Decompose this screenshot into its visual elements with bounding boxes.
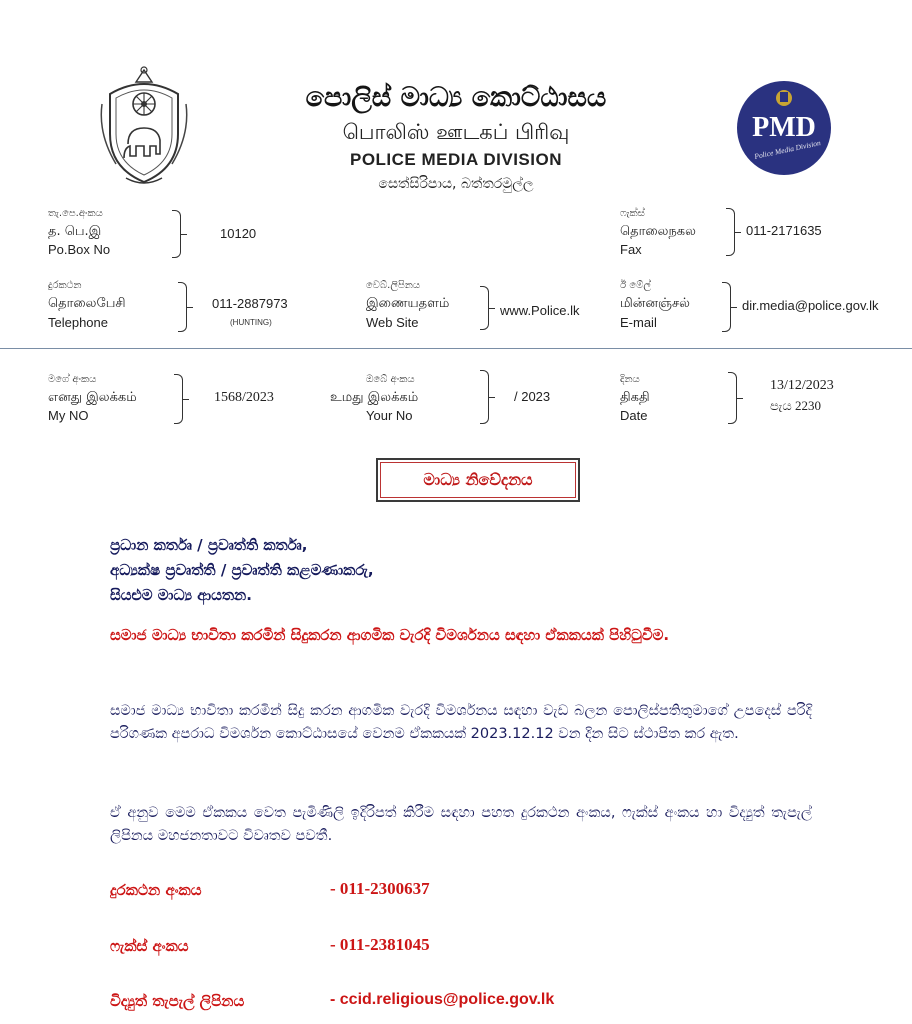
telephone-label-en: Telephone xyxy=(48,315,108,330)
body-paragraph: ඒ අනුව මෙම ඒකකය වෙත පැමිණිලි ඉදිරිපත් කිරීම සඳහා පහත දුරකථන අංකය, ෆැක්ස් අංකය හා විද්‍යුත් තැපැල් ලිපිනය මහජනතාවට විවෘතව පවතී. xyxy=(110,805,812,844)
email-value[interactable]: dir.media@police.gov.lk xyxy=(742,298,879,313)
telephone-brace xyxy=(178,282,187,332)
recipient-line: අධ්‍යක්ෂ ප්‍රවෘත්ති / ප්‍රවෘත්ති කළමණාකරු, xyxy=(110,561,374,579)
contact-phone-label: දුරකථන අංකය xyxy=(110,881,202,899)
contact-fax-value: - 011-2381045 xyxy=(330,935,430,954)
date-label-si: දිනය xyxy=(620,374,640,385)
date-label-ta: திகதி xyxy=(620,390,650,405)
pobox-label-en: Po.Box No xyxy=(48,242,111,257)
pobox-value: 10120 xyxy=(220,226,257,241)
fax-value: 011-2171635 xyxy=(746,223,822,238)
yourno-label-ta: உமது இலக்கம் xyxy=(330,390,419,405)
yourno-label-si: ඔබේ අංකය xyxy=(366,374,415,385)
divider xyxy=(0,348,912,349)
title-sinhala: පොලිස් මාධ්‍ය කොට්ඨාසය xyxy=(305,82,607,113)
website-brace xyxy=(480,286,489,330)
fax-label-si: ෆැක්ස් xyxy=(620,208,645,219)
pobox-label-si: තැ.පෙ.අංකය xyxy=(48,208,103,219)
subject: සමාජ මාධ්‍ය භාවිතා කරමින් සිදුකරන ආගමික වැරදි විමර්ශනය සඳහා ඒකකයක් පිහිටුවීම. xyxy=(110,626,670,644)
pobox-brace xyxy=(172,210,181,258)
fax-brace xyxy=(726,208,735,256)
contact-phone-value: - 011-2300637 xyxy=(330,879,430,898)
recipient-line: ප්‍රධාන කර්තෘ / ප්‍රවෘත්ති කර්තෘ, xyxy=(110,536,308,554)
yourno-label-en: Your No xyxy=(366,408,413,423)
telephone-value: 011-2887973 xyxy=(212,296,288,311)
title-english: POLICE MEDIA DIVISION xyxy=(349,150,562,169)
recipient-line: සියළුම මාධ්‍ය ආයතන. xyxy=(110,586,252,604)
website-value[interactable]: www.Police.lk xyxy=(500,303,580,318)
myno-value: 1568/2023 xyxy=(214,390,274,405)
myno-brace xyxy=(174,374,183,424)
website-label-en: Web Site xyxy=(366,315,419,330)
email-brace xyxy=(722,282,731,332)
pobox-label-ta: த. பெ.இ xyxy=(48,224,102,239)
fax-label-en: Fax xyxy=(620,242,642,257)
website-label-si: වෙබ්.ලිපිනය xyxy=(366,280,421,291)
notice-title: මාධ්‍ය නිවේදනය xyxy=(376,458,580,502)
body-paragraph: සමාජ මාධ්‍ය භාවිතා කරමින් සිදු කරන ආගමික වැරදි විමර්ශනය සඳහා වැඩ බලන පොලිස්පතිතුමාගේ උපදෙස් පරිදි පරිගණක අපරාධ විමර්ශන කොට්ඨාසයේ වෙනම ඒකකයක් 2023.12.12 වන දින සිට ස්ථාපිත කර ඇත. xyxy=(110,703,812,742)
pmd-logo xyxy=(736,80,832,176)
title-tamil: பொலிஸ் ஊடகப் பிரிவு xyxy=(342,120,570,144)
yourno-value: / 2023 xyxy=(514,389,551,404)
email-label-en: E-mail xyxy=(620,315,657,330)
yourno-brace xyxy=(480,370,489,424)
contact-email-label: විද්‍යුත් තැපැල් ලිපිනය xyxy=(110,992,245,1010)
address: සෙත්සිරිපාය, බත්තරමුල්ල xyxy=(378,176,534,192)
telephone-note: (HUNTING) xyxy=(230,318,272,327)
email-label-ta: மின்னஞ்சல் xyxy=(620,296,690,311)
website-label-ta: இணையதளம் xyxy=(366,296,450,311)
contact-fax-label: ෆැක්ස් අංකය xyxy=(110,937,189,955)
fax-label-ta: தொலைநகல xyxy=(620,224,696,239)
myno-label-ta: எனது இலக்கம் xyxy=(48,390,137,405)
myno-label-en: My NO xyxy=(48,408,89,423)
date-brace xyxy=(728,372,737,424)
telephone-label-ta: தொலைபேசி xyxy=(48,296,126,311)
date-label-en: Date xyxy=(620,408,648,423)
email-label-si: ඊ මේල් xyxy=(620,280,651,291)
date-time: පැය 2230 xyxy=(770,398,822,413)
pmd-logo-subtext: Police Media Division xyxy=(753,138,822,161)
myno-label-si: මගේ අංකය xyxy=(48,374,97,385)
pmd-logo-text: PMD xyxy=(752,112,816,143)
date-value: 13/12/2023 xyxy=(770,378,834,393)
telephone-label-si: දුරකථන xyxy=(48,280,82,291)
contact-email-value[interactable]: - ccid.religious@police.gov.lk xyxy=(330,991,555,1008)
